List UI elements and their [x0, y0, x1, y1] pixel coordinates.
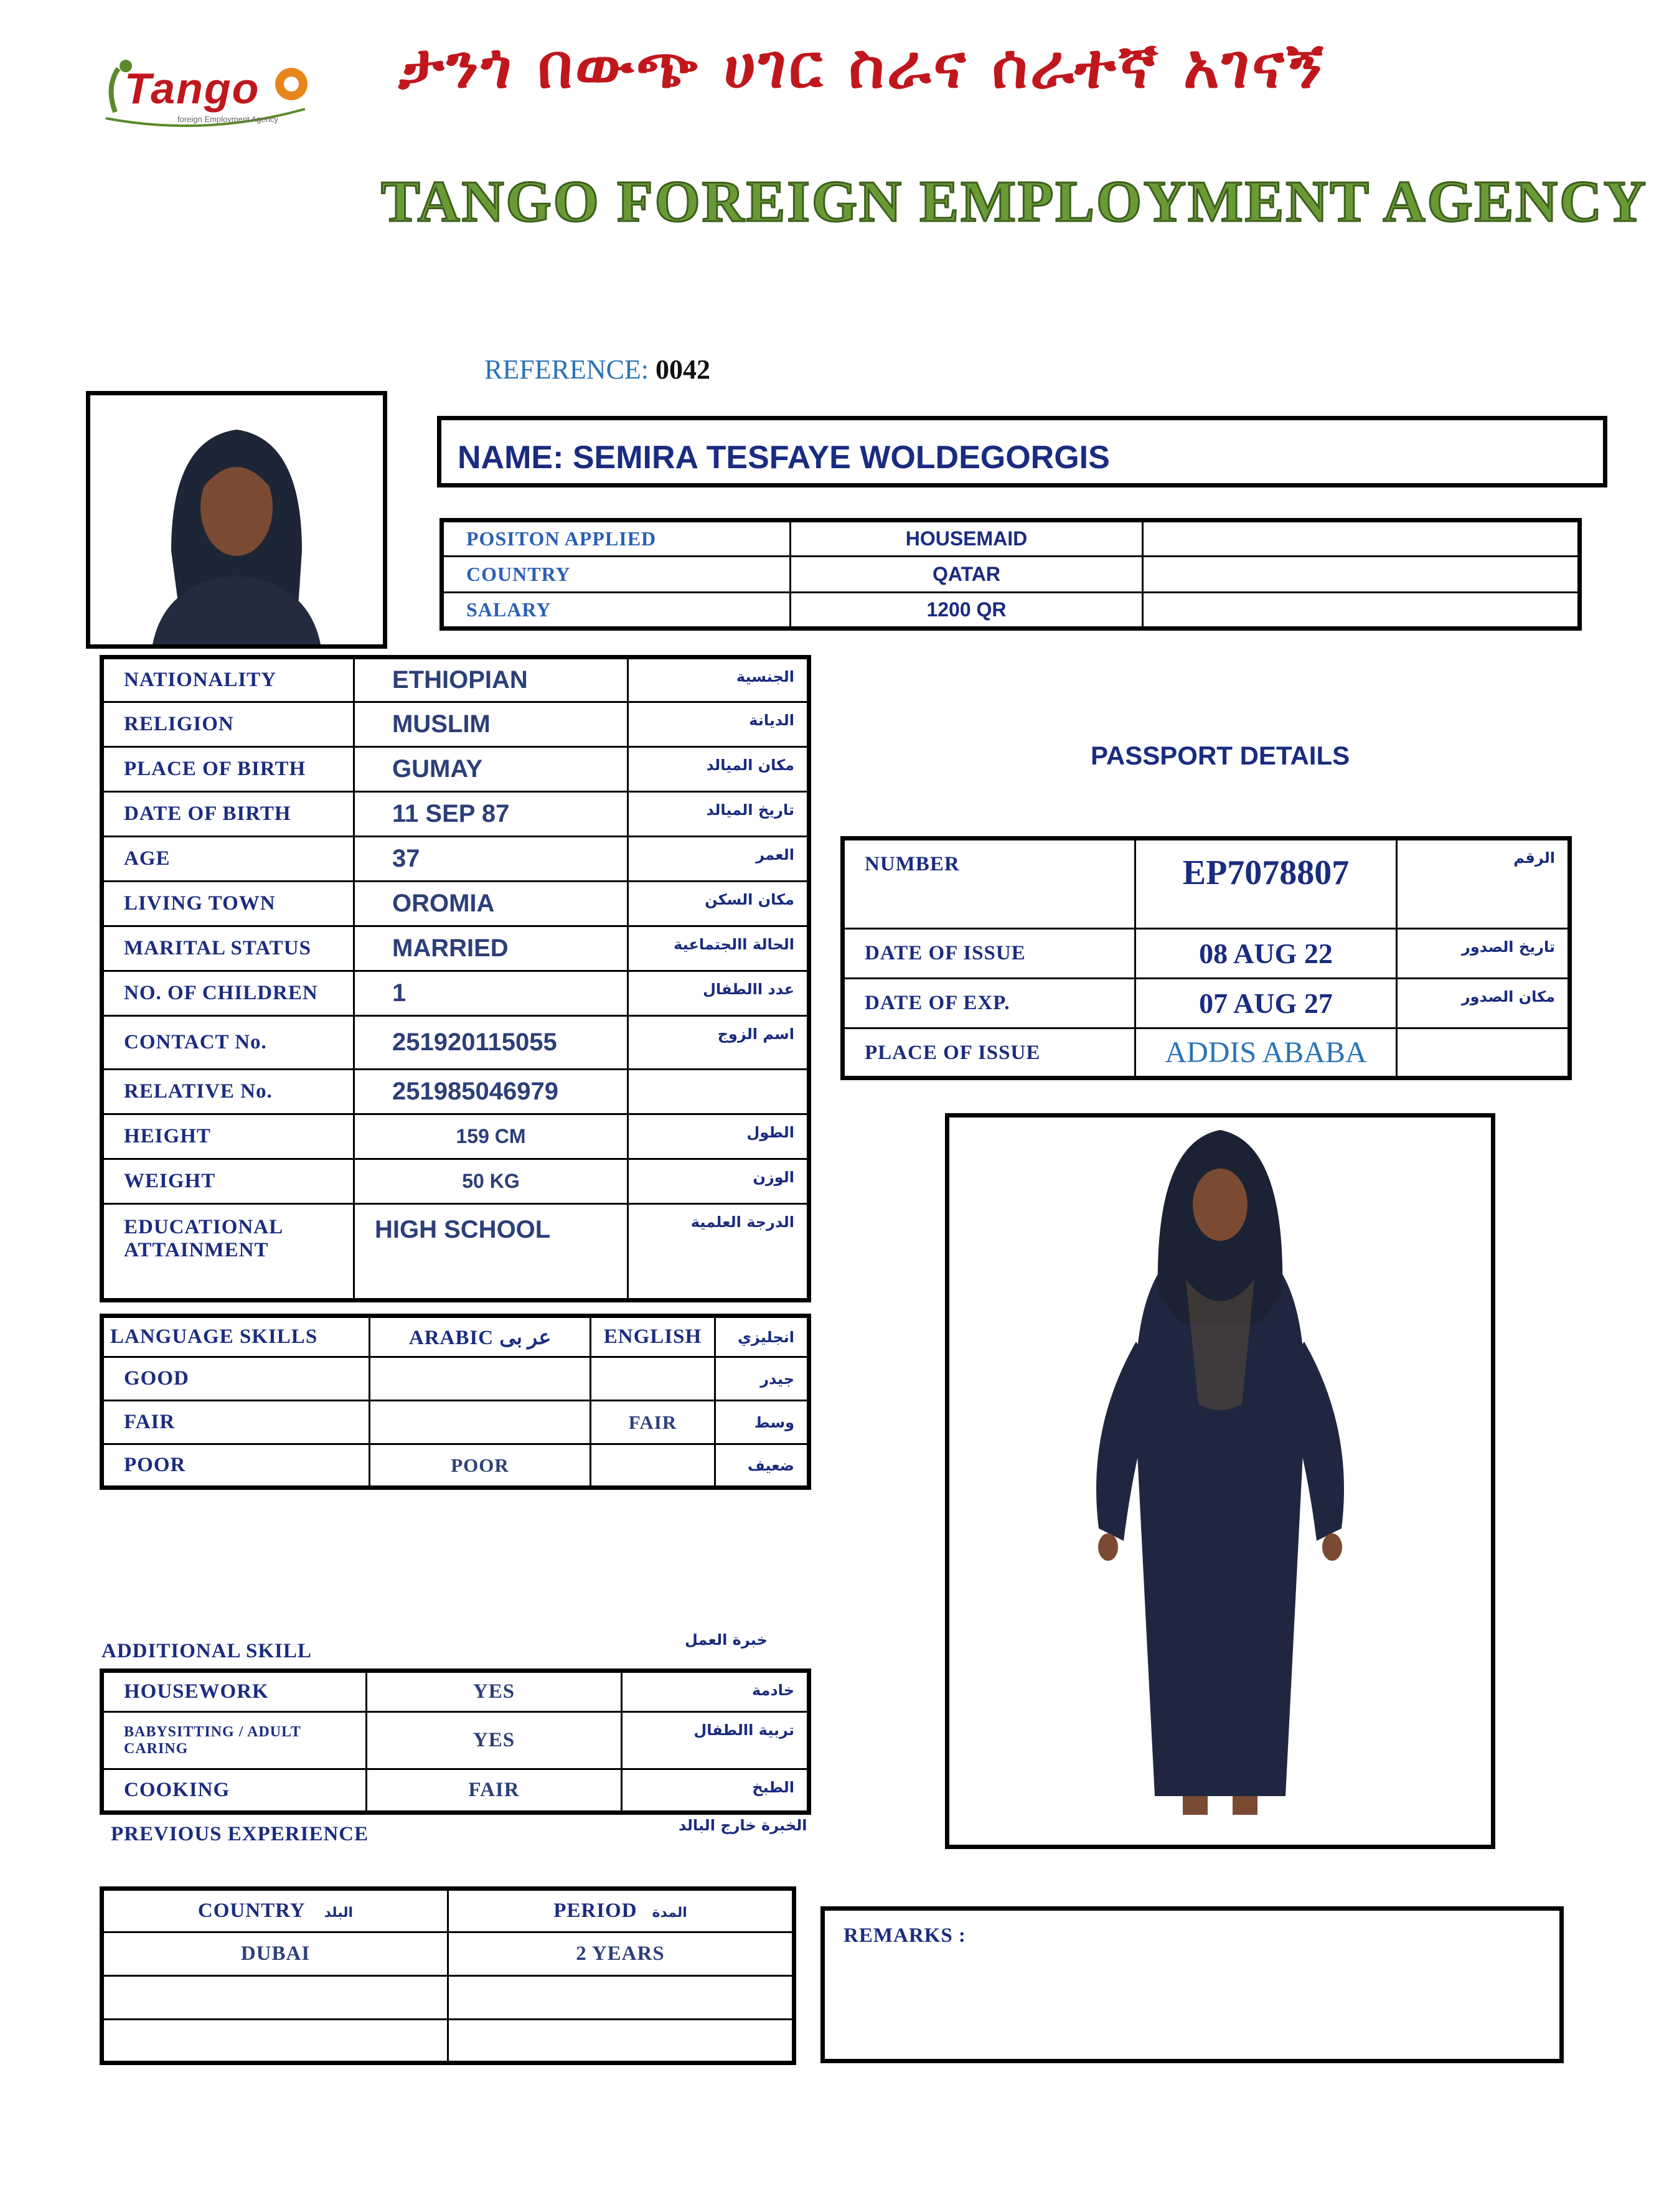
english-column-header: ENGLISH [591, 1316, 715, 1357]
additional-skill-row [102, 1712, 809, 1769]
skill-label: COOKING [102, 1769, 367, 1813]
previous-experience-title: PREVIOUS EXPERIENCE [111, 1823, 369, 1845]
country-header-text: COUNTRY [197, 1899, 306, 1922]
arabic-level-value [370, 1357, 591, 1401]
passport-row [843, 929, 1570, 979]
personal-value: 251920115055 [354, 1016, 628, 1070]
personal-label: AGE [102, 837, 354, 882]
personal-label: NATIONALITY [102, 657, 354, 702]
personal-label-arabic: مكان السكن [628, 882, 809, 926]
additional-skill-title: ADDITIONAL SKILL [101, 1640, 312, 1662]
passport-label-arabic: مكان الصدور [1397, 979, 1570, 1028]
personal-label-arabic: عدد االطفال [628, 971, 809, 1016]
english-column-header-arabic: انجليزي [715, 1316, 809, 1357]
additional-skill-row [102, 1769, 809, 1813]
experience-header-row [102, 1889, 794, 1932]
skill-label: BABYSITTING / ADULT CARING [102, 1712, 367, 1769]
passport-value: 07 AUG 27 [1135, 979, 1397, 1028]
language-level-label: FAIR [102, 1401, 370, 1444]
logo-tagline: foreign Employment Agency [177, 115, 278, 124]
experience-country: DUBAI [102, 1932, 448, 1976]
arabic-level-value: POOR [370, 1444, 591, 1488]
personal-label-arabic: الجنسية [628, 657, 809, 702]
period-header-arabic: المدة [652, 1905, 687, 1921]
english-level-value [591, 1357, 715, 1401]
personal-details-table [100, 655, 811, 1302]
personal-value: MARRIED [354, 926, 628, 971]
additional-skill-row [102, 1671, 809, 1712]
experience-period [448, 2020, 794, 2063]
english-level-value: FAIR [591, 1401, 715, 1444]
period-column-header [448, 1889, 794, 1932]
language-level-arabic: جيدر [715, 1357, 809, 1401]
passport-label: PLACE OF ISSUE [843, 1028, 1135, 1078]
personal-label: WEIGHT [102, 1159, 354, 1204]
personal-row [102, 702, 809, 747]
passport-value: 08 AUG 22 [1135, 929, 1397, 979]
personal-row [102, 657, 809, 702]
skill-value: YES [367, 1712, 622, 1769]
personal-label-arabic: الوزن [628, 1159, 809, 1204]
personal-label: PLACE OF BIRTH [102, 747, 354, 792]
position-value: HOUSEMAID [791, 520, 1143, 557]
position-label: SALARY [442, 593, 791, 629]
personal-value: 37 [354, 837, 628, 882]
full-body-photo [945, 1113, 1495, 1849]
personal-label: NO. OF CHILDREN [102, 971, 354, 1016]
passport-row [843, 979, 1570, 1028]
position-value: 1200 QR [791, 593, 1143, 629]
additional-skill-title-ar: خبرة العمل [685, 1631, 768, 1649]
personal-label: RELIGION [102, 702, 354, 747]
position-row [442, 557, 1580, 593]
skill-label: HOUSEWORK [102, 1671, 367, 1712]
language-level-label: GOOD [102, 1357, 370, 1401]
personal-label-arabic: اسم الزوج [628, 1016, 809, 1070]
personal-label-arabic: الحالة االجتماعية [628, 926, 809, 971]
passport-label-arabic: الرقم [1397, 839, 1570, 929]
passport-row [843, 839, 1570, 929]
skill-label-arabic: خادمة [622, 1671, 809, 1712]
passport-label: DATE OF EXP. [843, 979, 1135, 1028]
personal-label: HEIGHT [102, 1114, 354, 1159]
position-label: COUNTRY [442, 557, 791, 593]
amharic-title: ታንጎ በውጭ ሀገር ስራና ሰራተኛ አገናኝ [398, 31, 1326, 102]
position-extra [1143, 557, 1580, 593]
personal-value: MUSLIM [354, 702, 628, 747]
candidate-name: NAME: SEMIRA TESFAYE WOLDEGORGIS [458, 440, 1110, 476]
remarks-label: REMARKS : [844, 1924, 966, 1947]
personal-label: LIVING TOWN [102, 882, 354, 926]
position-row [442, 593, 1580, 629]
passport-label-arabic: تاريخ الصدور [1397, 929, 1570, 979]
personal-label-arabic: مكان الميالد [628, 747, 809, 792]
position-label: POSITON APPLIED [442, 520, 791, 557]
skill-value: FAIR [367, 1769, 622, 1813]
country-header-arabic: البلد [324, 1905, 354, 1921]
position-table [439, 518, 1582, 631]
personal-row [102, 1070, 809, 1114]
english-level-value [591, 1444, 715, 1488]
personal-row [102, 926, 809, 971]
language-level-label: POOR [102, 1444, 370, 1488]
passport-value: EP7078807 [1135, 839, 1397, 929]
passport-row [843, 1028, 1570, 1078]
language-row [102, 1444, 809, 1488]
previous-experience-table [100, 1886, 796, 2065]
skill-label-arabic: تربية االطفال [622, 1712, 809, 1769]
language-row [102, 1401, 809, 1444]
personal-value: 1 [354, 971, 628, 1016]
personal-label: CONTACT No. [102, 1016, 354, 1070]
passport-label: NUMBER [843, 839, 1135, 929]
experience-row [102, 1976, 794, 2020]
position-extra [1143, 593, 1580, 629]
personal-value: GUMAY [354, 747, 628, 792]
skill-label-arabic: الطبخ [622, 1769, 809, 1813]
language-skills-label: LANGUAGE SKILLS [102, 1316, 370, 1357]
skill-value: YES [367, 1671, 622, 1712]
reference [484, 354, 710, 385]
agency-logo [93, 50, 324, 131]
personal-row [102, 1159, 809, 1204]
personal-label: EDUCATIONAL ATTAINMENT [102, 1204, 354, 1301]
country-column-header [102, 1889, 448, 1932]
personal-value: OROMIA [354, 882, 628, 926]
personal-row [102, 882, 809, 926]
personal-value: ETHIOPIAN [354, 657, 628, 702]
personal-label-arabic: الدرجة العلمية [628, 1204, 809, 1301]
personal-row [102, 1016, 809, 1070]
personal-label-arabic [628, 1070, 809, 1114]
position-extra [1143, 520, 1580, 557]
arabic-level-value [370, 1401, 591, 1444]
personal-value: 50 KG [354, 1159, 628, 1204]
personal-row [102, 792, 809, 837]
experience-period: 2 YEARS [448, 1932, 794, 1976]
reference-label: REFERENCE: [484, 354, 649, 385]
personal-label: MARITAL STATUS [102, 926, 354, 971]
experience-country [102, 1976, 448, 2020]
personal-value: 11 SEP 87 [354, 792, 628, 837]
passport-table [840, 836, 1572, 1080]
personal-label-arabic: تاريخ الميالد [628, 792, 809, 837]
personal-label-arabic: الطول [628, 1114, 809, 1159]
personal-label: RELATIVE No. [102, 1070, 354, 1114]
personal-row [102, 837, 809, 882]
language-row [102, 1357, 809, 1401]
additional-skill-table [100, 1668, 811, 1815]
personal-label-arabic: الديانة [628, 702, 809, 747]
personal-row [102, 1204, 809, 1301]
language-header-row [102, 1316, 809, 1357]
remarks-box [820, 1906, 1564, 2063]
personal-value: 159 CM [354, 1114, 628, 1159]
experience-country [102, 2020, 448, 2063]
position-row [442, 520, 1580, 557]
personal-value: HIGH SCHOOL [354, 1204, 628, 1301]
previous-experience-title-ar: الخبرة خارج البالد [679, 1817, 807, 1834]
period-header-text: PERIOD [553, 1899, 637, 1922]
language-level-arabic: وسط [715, 1401, 809, 1444]
passport-value: ADDIS ABABA [1135, 1028, 1397, 1078]
experience-row [102, 2020, 794, 2063]
experience-row [102, 1932, 794, 1976]
personal-value: 251985046979 [354, 1070, 628, 1114]
experience-period [448, 1976, 794, 2020]
personal-label: DATE OF BIRTH [102, 792, 354, 837]
passport-label-arabic [1397, 1028, 1570, 1078]
personal-row [102, 971, 809, 1016]
language-level-arabic: ضعيف [715, 1444, 809, 1488]
passport-details-title: PASSPORT DETAILS [1091, 741, 1350, 770]
personal-label-arabic: العمر [628, 837, 809, 882]
candidate-name-box [437, 416, 1607, 487]
arabic-column-header: ARABIC عر بى [370, 1316, 591, 1357]
personal-row [102, 1114, 809, 1159]
language-skills-table [100, 1314, 811, 1490]
portrait-photo [86, 391, 387, 649]
agency-title: TANGO FOREIGN EMPLOYMENT AGENCY [381, 169, 1648, 234]
logo-text: Tango [125, 64, 260, 113]
personal-row [102, 747, 809, 792]
passport-label: DATE OF ISSUE [843, 929, 1135, 979]
reference-value: 0042 [656, 354, 711, 385]
position-value: QATAR [791, 557, 1143, 593]
